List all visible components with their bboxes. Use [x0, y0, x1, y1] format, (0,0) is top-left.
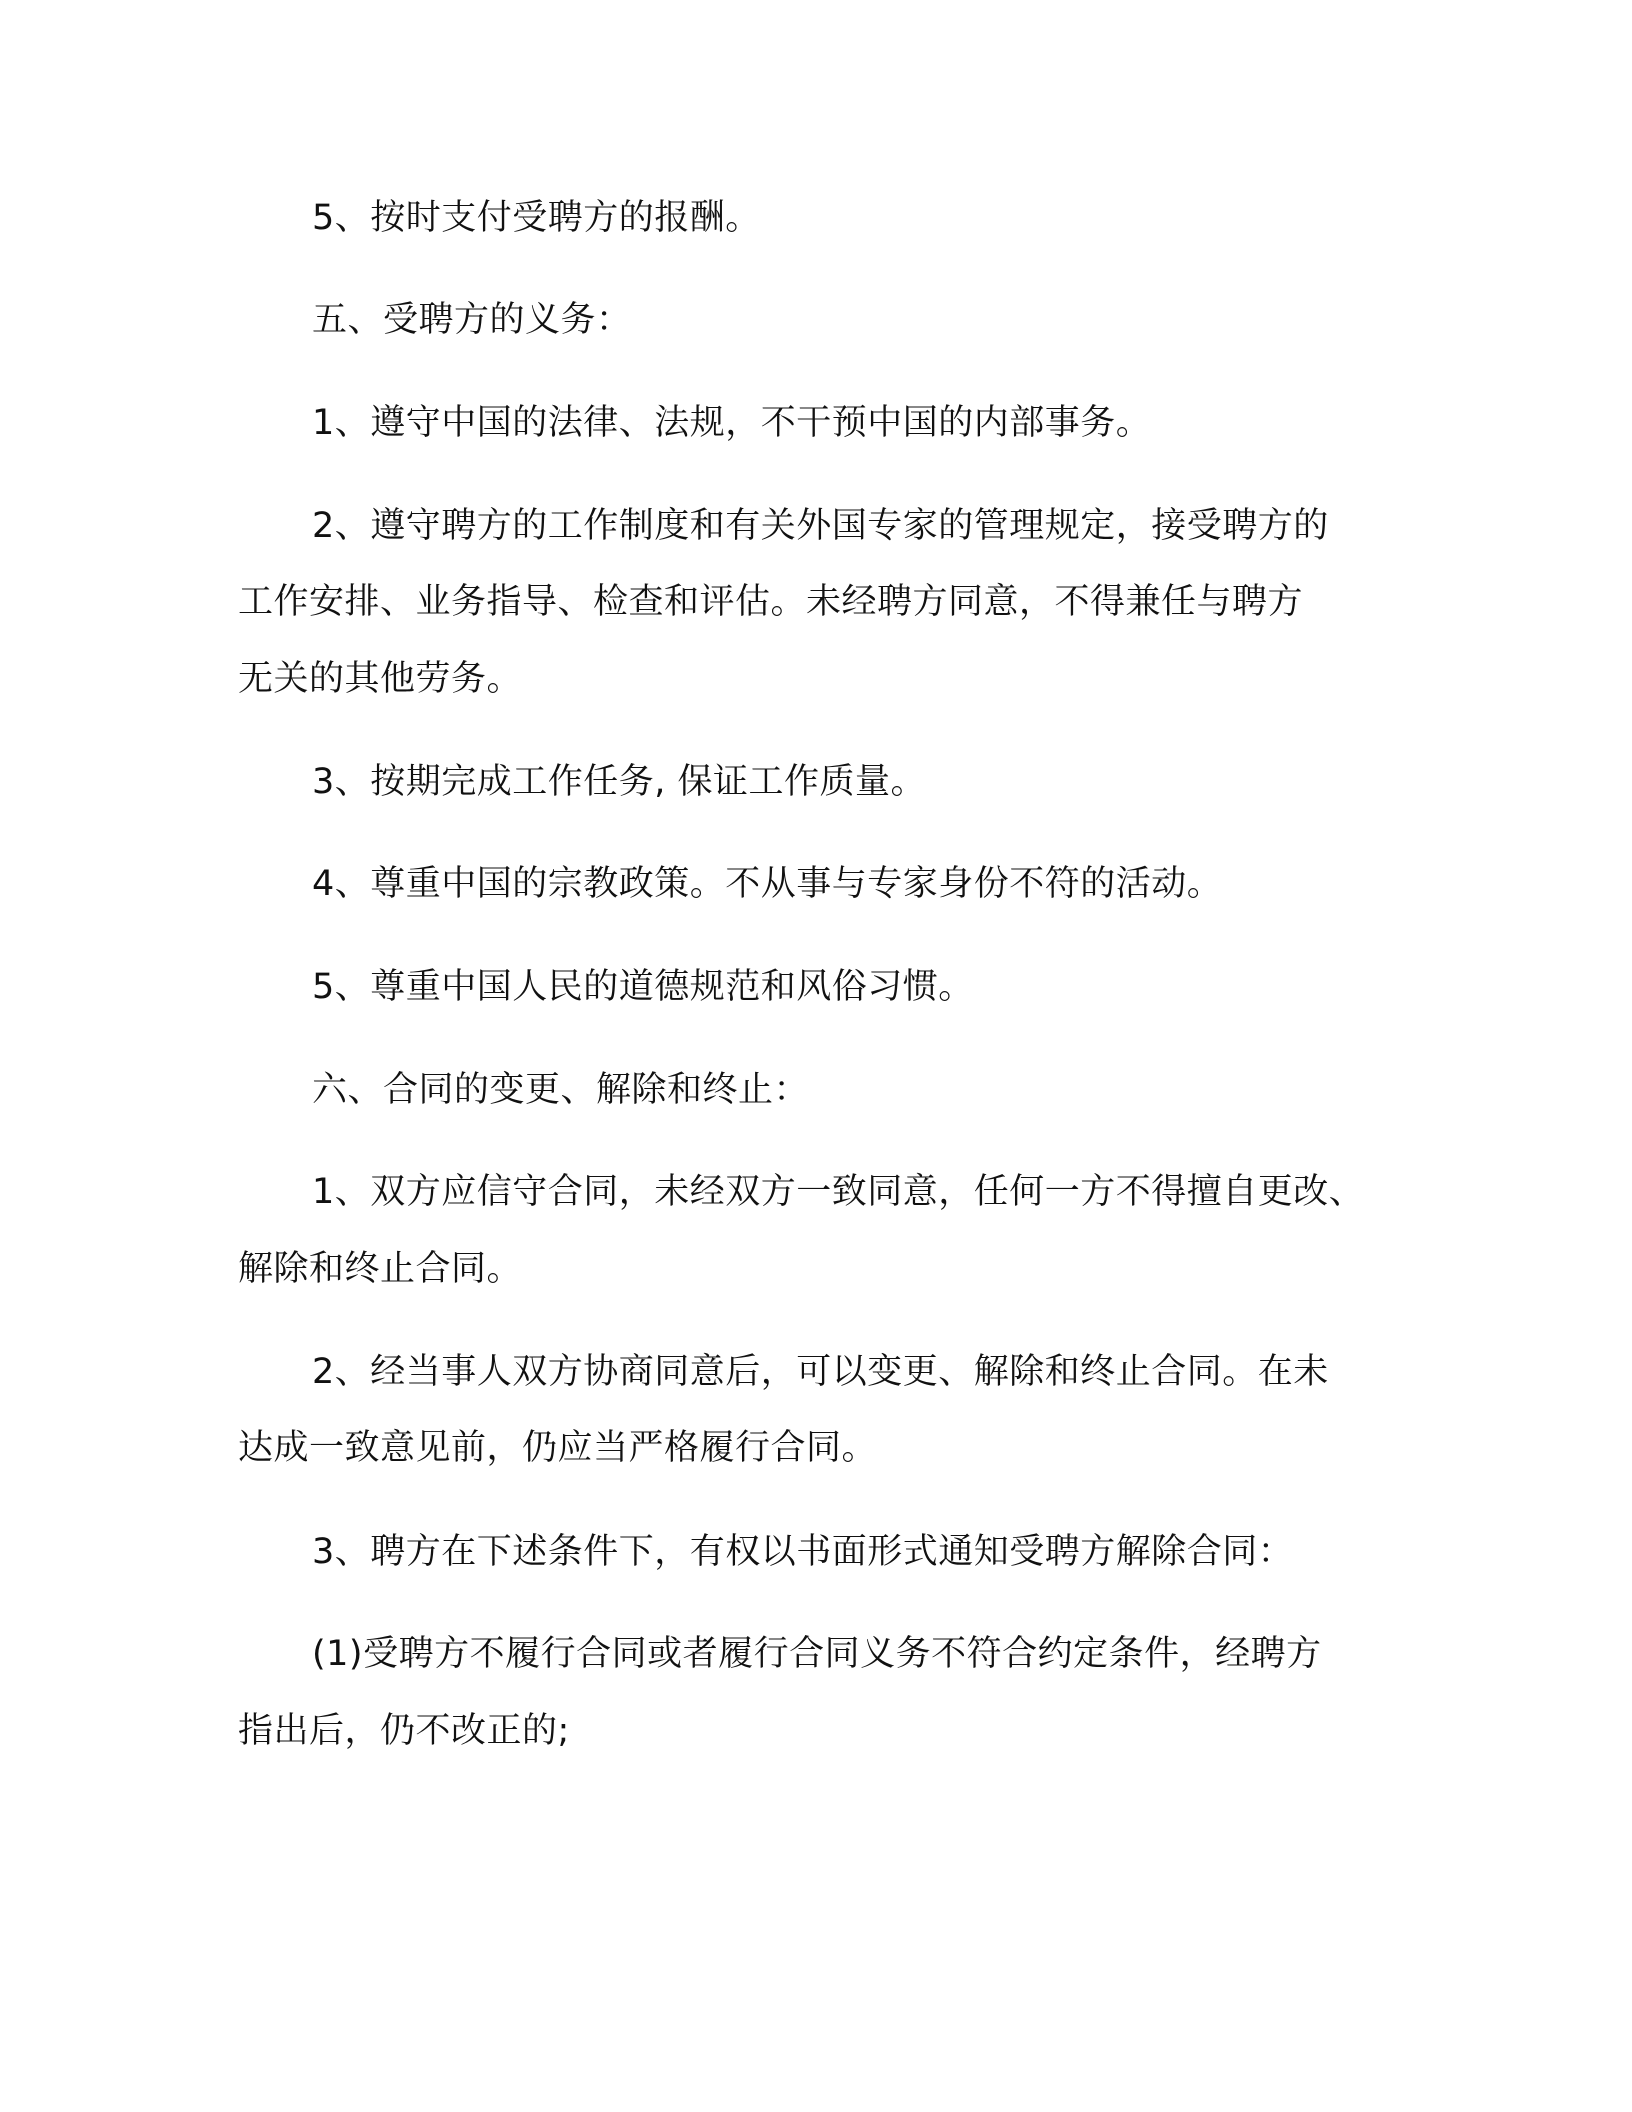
paragraph-line: 2、经当事人双方协商同意后，可以变更、解除和终止合同。在未: [312, 1352, 1329, 1392]
paragraph-line: 无关的其他劳务。: [238, 659, 523, 699]
paragraph-line: 工作安排、业务指导、检查和评估。未经聘方同意，不得兼任与聘方: [238, 582, 1304, 622]
paragraph-line: 3、按期完成工作任务, 保证工作质量。: [312, 762, 927, 802]
paragraph-line: 4、尊重中国的宗教政策。不从事与专家身份不符的活动。: [312, 864, 1223, 904]
paragraph-line: 2、遵守聘方的工作制度和有关外国专家的管理规定，接受聘方的: [312, 506, 1329, 546]
paragraph-line: 1、双方应信守合同，未经双方一致同意，任何一方不得擅自更改、: [312, 1172, 1365, 1212]
paragraph-line: 指出后，仍不改正的;: [238, 1711, 570, 1751]
section-heading: 五、受聘方的义务：: [312, 300, 632, 340]
paragraph-line: 3、聘方在下述条件下，有权以书面形式通知受聘方解除合同：: [312, 1532, 1294, 1572]
paragraph-line: 5、尊重中国人民的道德规范和风俗习惯。: [312, 967, 974, 1007]
section-heading: 六、合同的变更、解除和终止：: [312, 1070, 810, 1110]
paragraph-line: (1)受聘方不履行合同或者履行合同义务不符合约定条件，经聘方: [312, 1634, 1322, 1674]
paragraph-line: 达成一致意见前，仍应当严格履行合同。: [238, 1428, 878, 1468]
paragraph-line: 1、遵守中国的法律、法规，不干预中国的内部事务。: [312, 403, 1152, 443]
paragraph-line: 解除和终止合同。: [238, 1249, 523, 1289]
paragraph-line: 5、按时支付受聘方的报酬。: [312, 198, 761, 238]
